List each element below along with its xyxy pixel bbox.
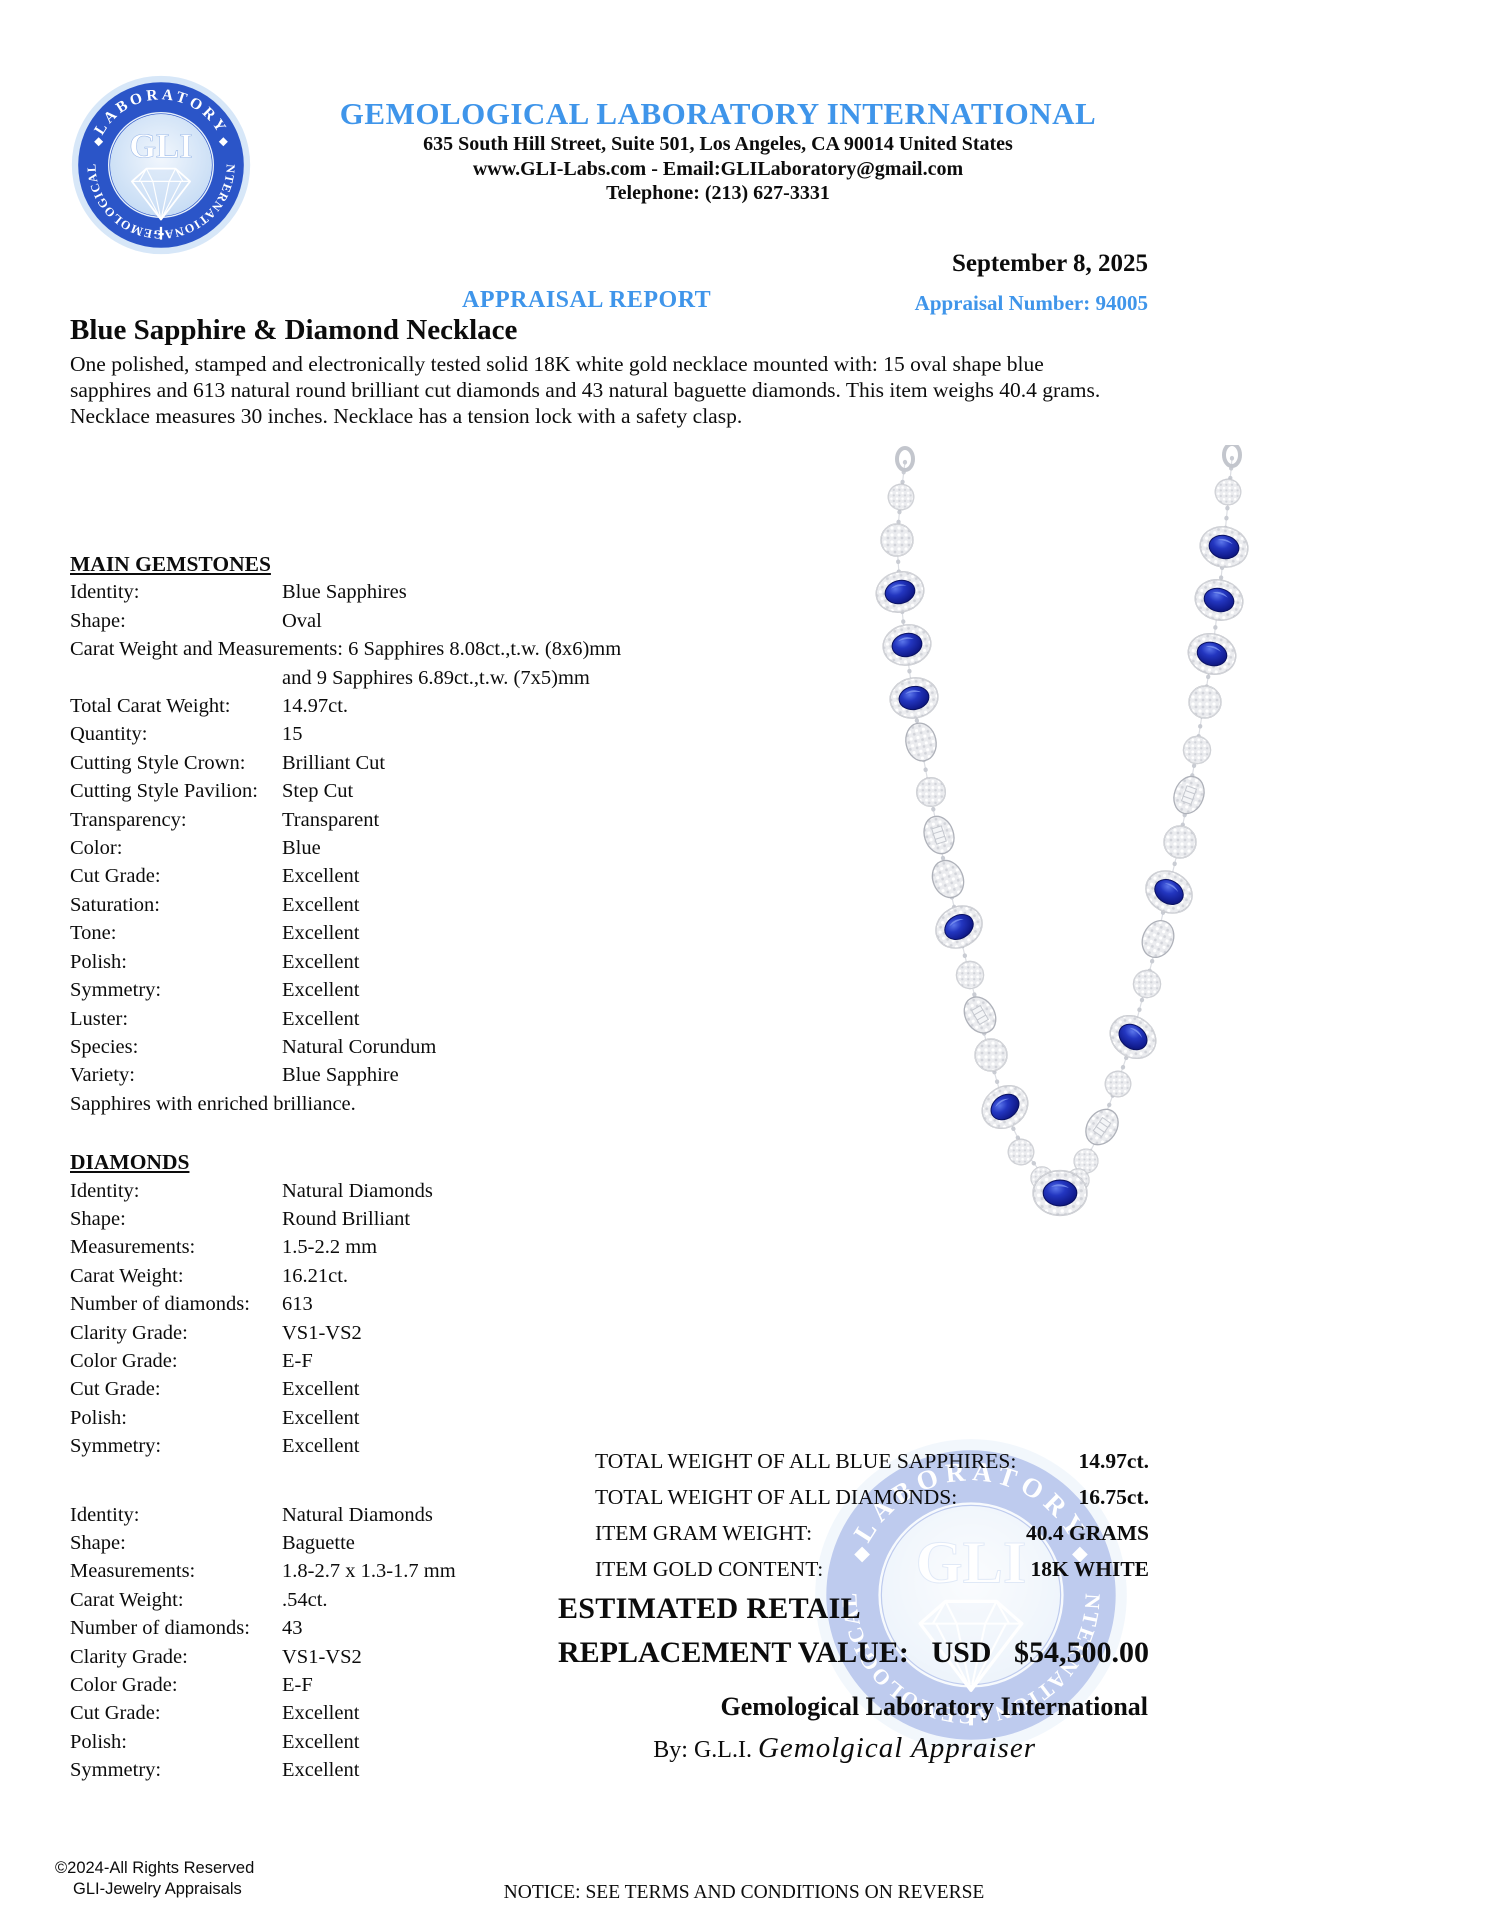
spec-row (70, 664, 760, 692)
spec-value: 16.21ct. (282, 1264, 349, 1287)
org-address: 635 South Hill Street, Suite 501, Los Angeles, CA 90014 United States (423, 133, 1013, 155)
spec-value: Round Brilliant (282, 1207, 411, 1230)
copyright-org: GLI-Jewelry Appraisals (73, 1880, 242, 1898)
spec-row (70, 1671, 760, 1699)
spec-row (70, 1205, 760, 1233)
spec-value: Excellent (282, 1759, 360, 1782)
spec-value: E-F (282, 1674, 313, 1697)
spec-value: Excellent (282, 865, 360, 888)
spec-label: Identity: (70, 1503, 140, 1526)
spec-value: Excellent (282, 950, 360, 973)
spec-row (70, 1177, 760, 1205)
spec-value: .54ct. (282, 1588, 328, 1611)
spec-value: Excellent (282, 893, 360, 916)
spec-value: Excellent (282, 1702, 360, 1725)
spec-label: Quantity: (70, 723, 148, 746)
spec-value: Blue (282, 837, 321, 860)
copyright-block (55, 1858, 254, 1900)
spec-row (70, 948, 760, 976)
spec-value: 6 Sapphires 8.08ct.,t.w. (8x6)mm (342, 638, 622, 661)
spec-value: Excellent (282, 1007, 360, 1030)
signed-by-label: By: G.L.I. (653, 1737, 752, 1763)
spec-value: Natural Diamonds (282, 1503, 433, 1526)
spec-row (70, 1699, 760, 1727)
spec-label: Cutting Style Crown: (70, 751, 246, 774)
spec-value: Blue Sapphire (282, 1064, 399, 1087)
spec-value: Excellent (282, 979, 360, 1002)
round-diamonds-table (70, 1177, 760, 1461)
spec-label: Symmetry: (70, 1435, 162, 1458)
spec-row (70, 1347, 760, 1375)
spec-label: Symmetry: (70, 1759, 162, 1782)
item-title: Blue Sapphire & Diamond Necklace (70, 314, 518, 346)
spec-label: Polish: (70, 1406, 127, 1429)
replacement-value-line (558, 1636, 1149, 1670)
spec-label: Shape: (70, 609, 126, 632)
spec-value: 15 (282, 723, 303, 746)
spec-row (595, 1551, 1149, 1587)
spec-value: Natural Corundum (282, 1035, 437, 1058)
terms-notice: NOTICE: SEE TERMS AND CONDITIONS ON REVERSE (503, 1882, 985, 1903)
spec-value: 613 (282, 1293, 313, 1316)
appraisal-number: Appraisal Number: 94005 (914, 291, 1148, 315)
spec-value: Natural Diamonds (282, 1179, 433, 1202)
spec-label: Tone: (70, 922, 117, 945)
main-gemstones-table (70, 578, 760, 1089)
spec-value: Excellent (282, 1435, 360, 1458)
spec-label: ITEM GOLD CONTENT: (595, 1557, 824, 1581)
spec-label: Variety: (70, 1064, 135, 1087)
spec-row (70, 1033, 760, 1061)
spec-row (70, 834, 760, 862)
spec-row (70, 1233, 760, 1261)
spec-label: Clarity Grade: (70, 1645, 188, 1668)
spec-label: Species: (70, 1035, 139, 1058)
spec-value: Blue Sapphires (282, 581, 407, 604)
spec-value: Excellent (282, 922, 360, 945)
necklace-photo (860, 445, 1380, 1255)
spec-row (70, 749, 760, 777)
currency-label: USD (931, 1636, 992, 1669)
spec-row (70, 1262, 760, 1290)
appraiser-signature: Gemolgical Appraiser (757, 1732, 1036, 1764)
spec-value: Oval (282, 609, 322, 632)
spec-value: 14.97ct. (282, 695, 349, 718)
spec-row (70, 1290, 760, 1318)
spec-value: Brilliant Cut (282, 751, 386, 774)
spec-label: Total Carat Weight: (70, 695, 231, 718)
spec-value: VS1-VS2 (282, 1321, 362, 1344)
spec-label: TOTAL WEIGHT OF ALL DIAMONDS: (595, 1485, 958, 1509)
spec-label: Identity: (70, 1179, 140, 1202)
org-phone: Telephone: (213) 627-3331 (606, 182, 830, 204)
spec-value: Baguette (282, 1532, 355, 1554)
sapphire-note: Sapphires with enriched brilliance. (70, 1092, 356, 1115)
spec-row (70, 1375, 760, 1403)
estimated-retail-label: ESTIMATED RETAIL (558, 1592, 861, 1625)
report-type-label: APPRAISAL REPORT (462, 287, 712, 313)
spec-label: Number of diamonds: (70, 1293, 250, 1316)
org-name: GEMOLOGICAL LABORATORY INTERNATIONAL (339, 96, 1097, 131)
spec-row (70, 1061, 760, 1089)
totals-table (595, 1443, 1149, 1587)
copyright-line: ©2024-All Rights Reserved (55, 1859, 255, 1877)
spec-label: Carat Weight: (70, 1264, 184, 1287)
spec-label: Measurements: (70, 1236, 196, 1259)
spec-row (70, 692, 760, 720)
spec-value: Excellent (282, 1730, 360, 1753)
item-description: One polished, stamped and electronically tested solid 18K white gold necklace mounted with: 15 oval shape blue sapphires and 613 natural round brilliant cut diamonds and 43 natural baguette diamonds. This item weighs 40.4 grams. Necklace measures 30 inches. Necklace has a tension lock with a safety clasp. (70, 352, 1101, 428)
gli-logo (70, 74, 252, 256)
spec-row (70, 777, 760, 805)
spec-row (70, 919, 760, 947)
spec-value: and 9 Sapphires 6.89ct.,t.w. (7x5)mm (282, 666, 590, 689)
spec-value: 1.8-2.7 x 1.3-1.7 mm (282, 1560, 456, 1583)
replacement-value-amount: $54,500.00 (1013, 1636, 1149, 1669)
spec-label: Luster: (70, 1007, 129, 1030)
diamonds-heading: DIAMONDS (70, 1150, 190, 1175)
spec-row (70, 891, 760, 919)
spec-label: Shape: (70, 1207, 126, 1230)
spec-label: Color Grade: (70, 1674, 178, 1697)
necklace-elements (872, 445, 1252, 1215)
spec-row (70, 1404, 760, 1432)
letterhead (268, 96, 1168, 206)
spec-label: Number of diamonds: (70, 1617, 250, 1640)
replacement-value-label: REPLACEMENT VALUE: (558, 1636, 909, 1669)
spec-value: Transparent (282, 808, 380, 831)
spec-value: 16.75ct. (1078, 1485, 1149, 1509)
appraiser-signature-line (653, 1732, 1036, 1765)
spec-value: 43 (282, 1617, 303, 1640)
spec-row (70, 976, 760, 1004)
spec-value: E-F (282, 1349, 313, 1372)
spec-label: ITEM GRAM WEIGHT: (595, 1521, 813, 1545)
spec-row (70, 1005, 760, 1033)
spec-label: Color: (70, 837, 123, 860)
spec-label: Cutting Style Pavilion: (70, 780, 258, 803)
spec-value: Step Cut (282, 780, 354, 803)
main-gemstones-heading: MAIN GEMSTONES (70, 552, 271, 576)
spec-label: Saturation: (70, 893, 160, 916)
spec-value: 40.4 GRAMS (1025, 1521, 1149, 1545)
spec-row (70, 578, 760, 606)
spec-row (70, 607, 760, 635)
spec-label: Cut Grade: (70, 865, 161, 888)
spec-row (70, 862, 760, 890)
spec-row (70, 635, 760, 663)
spec-value: 14.97ct. (1078, 1449, 1149, 1473)
spec-label: Transparency: (70, 808, 187, 831)
signature-org-name: Gemological Laboratory International (720, 1692, 1148, 1721)
spec-label: Symmetry: (70, 979, 162, 1002)
spec-row (595, 1479, 1149, 1515)
spec-label: Cut Grade: (70, 1378, 161, 1401)
spec-value: VS1-VS2 (282, 1645, 362, 1668)
spec-value: 18K WHITE (1030, 1557, 1149, 1581)
spec-label: Clarity Grade: (70, 1321, 188, 1344)
spec-label: Shape: (70, 1532, 126, 1554)
spec-label: Color Grade: (70, 1349, 178, 1372)
report-date: September 8, 2025 (951, 250, 1148, 277)
spec-label: Polish: (70, 1730, 127, 1753)
spec-row (595, 1443, 1149, 1479)
spec-row (70, 1319, 760, 1347)
spec-row (70, 720, 760, 748)
spec-value: Excellent (282, 1378, 360, 1401)
spec-label: Carat Weight and Measurements: (70, 638, 343, 661)
spec-label: Identity: (70, 581, 140, 604)
spec-row (70, 806, 760, 834)
spec-label: TOTAL WEIGHT OF ALL BLUE SAPPHIRES: (595, 1449, 1017, 1473)
spec-row (595, 1515, 1149, 1551)
spec-value: 1.5-2.2 mm (282, 1236, 378, 1259)
org-web-email: www.GLI-Labs.com - Email:GLILaboratory@gmail.com (472, 157, 964, 180)
spec-label: Measurements: (70, 1560, 196, 1583)
spec-label: Polish: (70, 950, 127, 973)
spec-label: Cut Grade: (70, 1702, 161, 1725)
spec-label: Carat Weight: (70, 1588, 184, 1611)
spec-value: Excellent (282, 1406, 360, 1429)
